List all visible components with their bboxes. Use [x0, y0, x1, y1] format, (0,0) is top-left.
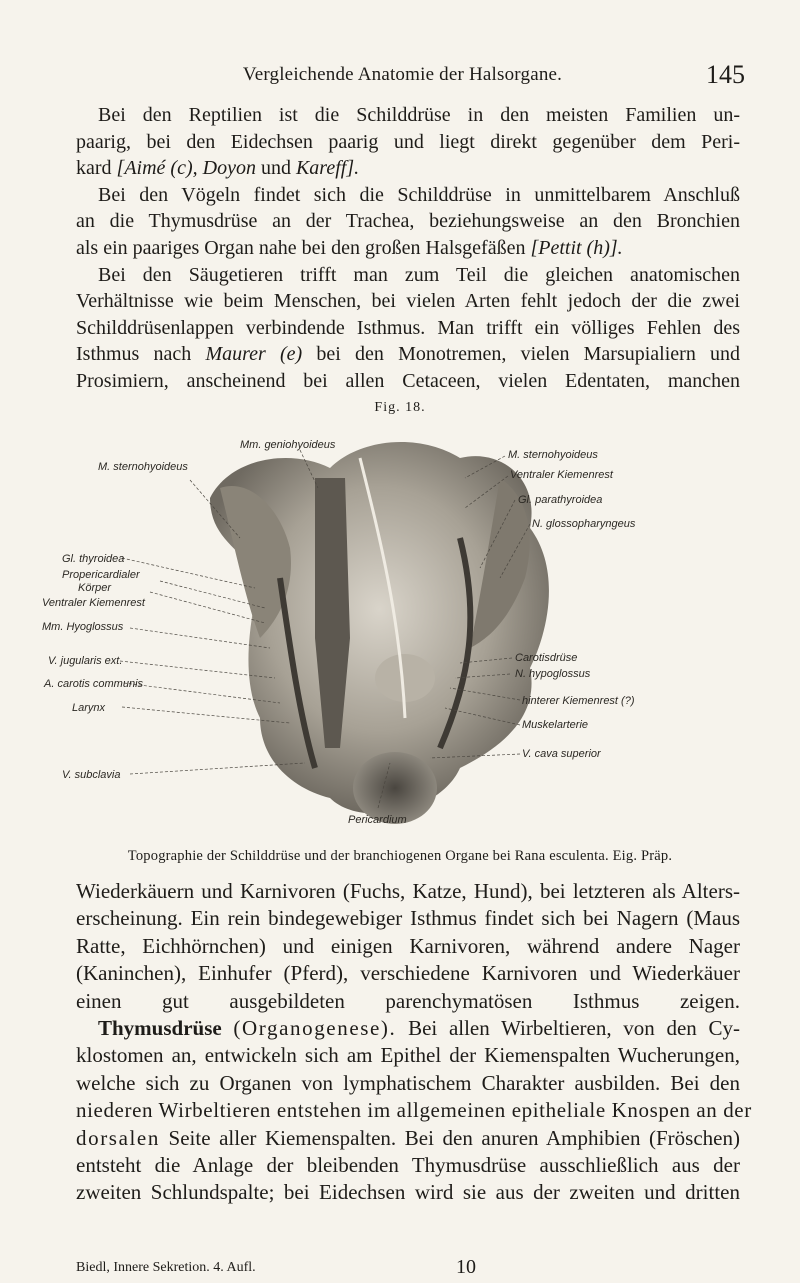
paragraph-reptiles-mammals — [76, 102, 740, 395]
text-line: klostomen an, entwickeln sich am Epithel der Kiemenspalten Wucherungen, — [76, 1043, 740, 1068]
label-koerper: Körper — [78, 582, 112, 594]
text-line: welche sich zu Organen von lymphatischem Charakter ausbilden. Bei den — [76, 1070, 740, 1095]
text-line: an die Thymusdrüse an der Trachea, beziehungsweise an den Bronchien — [76, 210, 740, 233]
text-line: Schilddrüsenlappen verbindende Isthmus. Man trifft ein völliges Fehlen des — [76, 316, 740, 339]
leader-line — [122, 558, 255, 588]
text-run: und — [255, 157, 296, 180]
text-line: einen gut ausgebildeten parenchymatösen Isthmus zeigen. — [76, 988, 740, 1013]
footer-author: Biedl, Innere Sekretion. 4. Aufl. — [76, 1260, 256, 1275]
text-line: niederen Wirbeltieren entstehen im allgemeinen epitheliale Knospen an der — [76, 1098, 752, 1123]
text-run: Isthmus nach — [76, 343, 206, 366]
citation: Maurer (e) — [205, 343, 303, 366]
sheet-signature: 10 — [456, 1256, 476, 1278]
text-line — [76, 235, 740, 262]
text-line: paarig, bei den Eidechsen paarig und liegt direkt gegenüber dem Peri- — [76, 130, 740, 153]
label-mm-hyoglossus: Mm. Hyoglossus — [42, 621, 124, 633]
paragraph-isthmus — [76, 878, 740, 1015]
page-number: 145 — [706, 60, 745, 89]
label-hinterer-kiemenrest: hinterer Kiemenrest (?) — [522, 695, 635, 707]
text-run: Seite aller Kiemenspalten. Bei den anuren Amphibien (Fröschen) — [159, 1125, 740, 1150]
text-run: Bei allen Wirbeltieren, von den Cy- — [396, 1016, 740, 1040]
paragraph-thymus — [76, 1015, 752, 1207]
text-line: Ratte, Eichhörnchen) und einigen Karnivoren, während andere Nager — [76, 933, 740, 958]
running-header — [60, 60, 745, 90]
label-pericardium: Pericardium — [348, 814, 407, 826]
label-n-glossopharyngeus: N. glossopharyngeus — [532, 518, 636, 530]
text-line: Bei den Reptilien ist die Schilddrüse in den meisten Familien un- — [98, 104, 740, 126]
text-run: als ein paariges Organ nahe bei den großen Halsgefäßen — [76, 236, 531, 259]
text-line: Bei den Säugetieren trifft man zum Teil die gleichen anatomischen — [98, 263, 740, 286]
section-heading: Thymusdrüse — [98, 1016, 222, 1040]
label-ventraler-kiemenrest-right: Ventraler Kiemenrest — [510, 469, 613, 481]
label-carotisdruese: Carotisdrüse — [515, 652, 578, 664]
label-m-sternohyoideus-left: M. sternohyoideus — [98, 461, 188, 473]
citation: [Pettit (h)]. — [530, 236, 623, 259]
text-run: kard — [76, 157, 117, 180]
label-a-carotis: A. carotis communis — [44, 678, 144, 690]
text-line: Wiederkäuern und Karnivoren (Fuchs, Katze, Hund), bei letzteren als Alters- — [76, 879, 740, 903]
anatomical-figure — [42, 418, 720, 836]
label-ventraler-kiemenrest-left: Ventraler Kiemenrest — [42, 597, 145, 609]
label-m-sternohyoideus-right: M. sternohyoideus — [508, 449, 598, 461]
text-line — [76, 1015, 740, 1042]
running-title: Vergleichende Anatomie der Halsorgane. — [242, 64, 563, 85]
label-m-geniohyoideus: Mm. geniohyoideus — [240, 439, 336, 451]
label-v-jugularis: V. jugularis ext. — [48, 655, 123, 667]
label-propericardialer: Propericardialer — [62, 569, 140, 581]
figure-number: Fig. 18. — [374, 400, 426, 415]
label-n-hypoglossus: N. hypoglossus — [515, 668, 591, 680]
text-line: Verhältnisse wie beim Menschen, bei vielen Arten fehlt jedoch der die zwei — [76, 290, 740, 313]
leader-line — [130, 628, 270, 648]
citation: [Aimé (c), Doyon — [116, 157, 256, 180]
text-line: erscheinung. Ein rein bindegewebiger Isthmus findet sich bei Nagern (Maus — [76, 906, 740, 931]
text-line: (Kaninchen), Einhufer (Pferd), verschiedene Karnivoren und Wiederkäuer — [76, 961, 740, 986]
label-v-cava: V. cava superior — [522, 748, 601, 760]
label-gl-thyroidea: Gl. thyroidea — [62, 553, 125, 565]
text-line: Prosimiern, anscheinend bei allen Cetaceen, vielen Edentaten, manchen — [76, 369, 740, 392]
text-line — [76, 1125, 740, 1152]
text-line: zweiten Schlundspalte; bei Eidechsen wird sie aus der zweiten und dritten — [76, 1180, 740, 1205]
citation: Kareff]. — [295, 157, 360, 180]
label-muskelarterie: Muskelarterie — [522, 719, 589, 731]
figure-caption: Topographie der Schilddrüse und der branchiogenen Organe bei Rana esculenta. Eig. Präp. — [127, 848, 673, 864]
text-run: bei den Monotremen, vielen Marsupialiern und — [302, 343, 740, 366]
text-line: Bei den Vögeln findet sich die Schilddrüse in unmittelbarem Anschluß — [98, 183, 740, 206]
text-line — [76, 341, 740, 368]
section-subheading: (Organogenese). — [233, 1016, 397, 1040]
text-run: dorsalen — [76, 1125, 160, 1150]
label-larynx: Larynx — [72, 702, 106, 714]
text-line: entsteht die Anlage der bleibenden Thymusdrüse ausschließlich aus der — [76, 1153, 740, 1178]
text-line — [76, 155, 740, 182]
label-gl-parathyroidea: Gl. parathyroidea — [518, 494, 603, 506]
label-v-subclavia: V. subclavia — [62, 769, 121, 781]
